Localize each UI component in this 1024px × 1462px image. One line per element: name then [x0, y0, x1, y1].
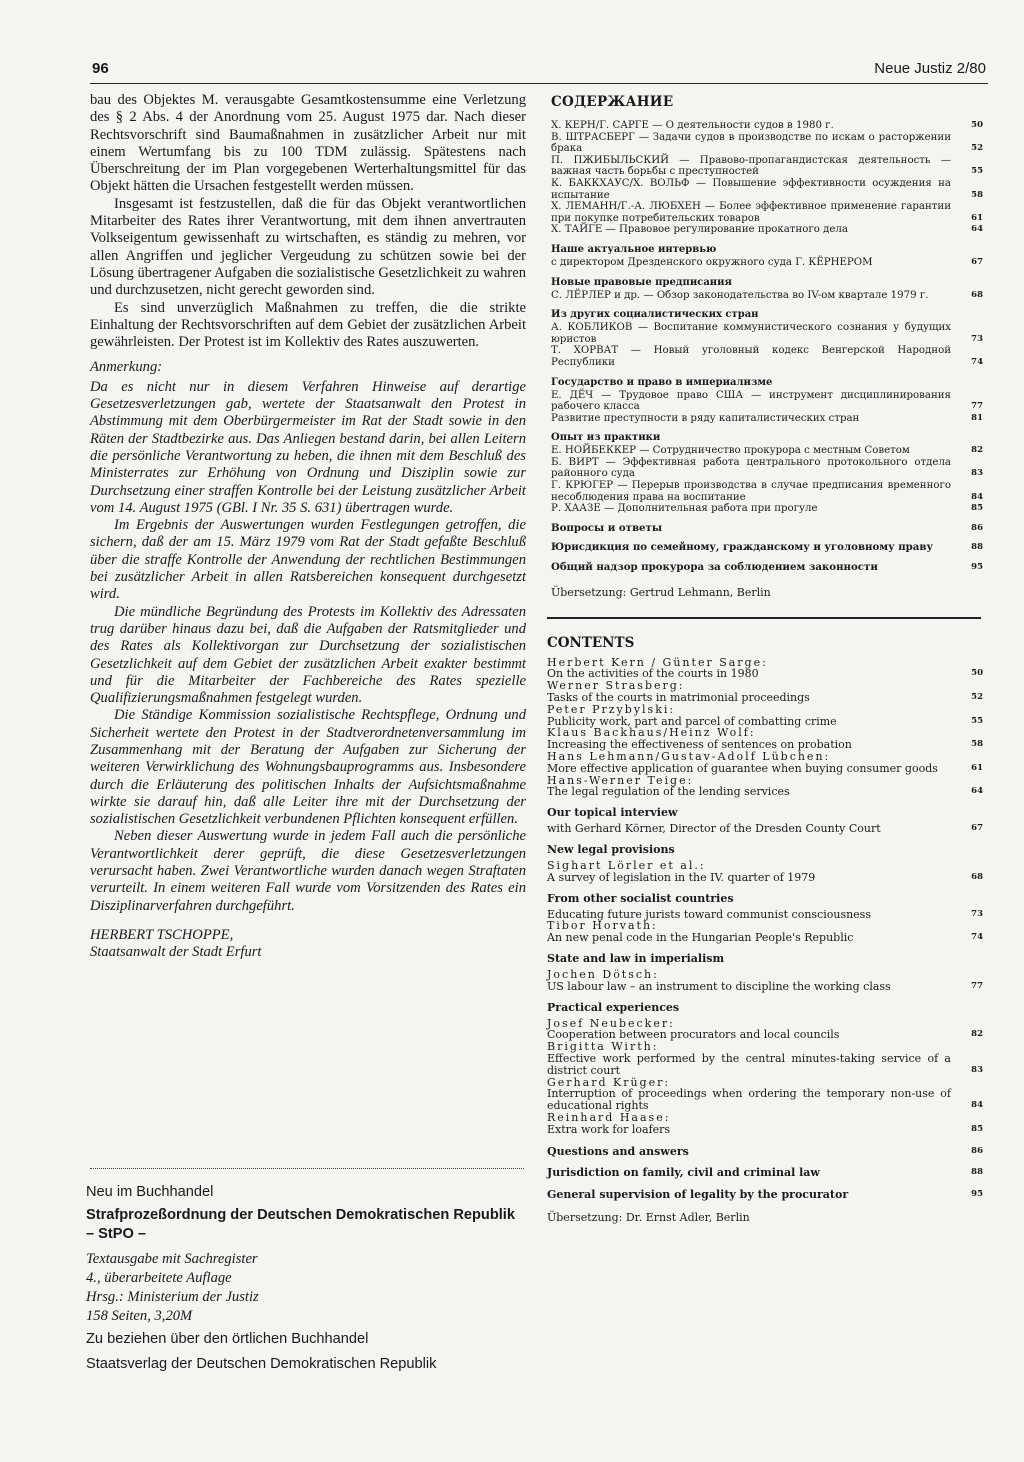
toc-en-list [547, 657, 983, 1201]
article-paragraph: bau des Objektes M. verausgabte Gesamtkostensumme eine Verletzung des § 2 Abs. 4 der Anordnung vom 25. August 1975 dar. Nach dieser Rechtsvorschrift sind Baumaßnahmen in zusätzlicher Arbeit nur mit einem Wertumfang bis zu 100 TDM zulässig. Spätestens nach Überschreitung der im Plan vorgegebenen Werterhaltungsmittel für das Objekt hätten die Ursachen festgestellt werden müssen. [90, 92, 526, 195]
toc-entry-text: Юрисдикция по семейному, гражданскому и уголовному праву [551, 541, 933, 554]
toc-entry-text: Tasks of the courts in matrimonial proceedings [547, 691, 810, 705]
toc-entry [547, 1088, 983, 1112]
toc-entry-author: Hans Lehmann/Gustav-Adolf Lübchen: [547, 750, 831, 763]
toc-entry [547, 542, 983, 554]
book-info [86, 1250, 526, 1326]
toc-entry-author: Gerhard Krüger: [547, 1075, 671, 1089]
toc-entry-author: Brigitta Wirth: [547, 1040, 659, 1054]
toc-ru-title: СОДЕРЖАНИЕ [551, 94, 674, 110]
toc-en-title: CONTENTS [547, 634, 635, 651]
left-column [90, 92, 526, 962]
toc-entry-page: 50 [971, 120, 983, 130]
toc-section-heading: New legal provisions [547, 842, 675, 856]
toc-ru-translator: Übersetzung: Gertrud Lehmann, Berlin [551, 585, 771, 599]
toc-entry-text: А. КОБЛИКОВ — Воспитание коммунистического сознания у будущих юристов [551, 322, 951, 345]
toc-entry-author: Werner Strasberg: [547, 679, 685, 693]
toc-entry-text: Jurisdiction on family, civil and criminal law [547, 1166, 820, 1180]
toc-entry-author: Sighart Lörler et al.: [547, 858, 706, 872]
toc-entry-page: 95 [971, 1189, 983, 1200]
toc-entry-text: Publicity work, part and parcel of combatting crime [547, 714, 837, 728]
toc-entry-text: General supervision of legality by the procurator [547, 1188, 849, 1202]
toc-entry-page: 73 [971, 908, 983, 919]
signature-name: HERBERT TSCHOPPE, [90, 926, 234, 943]
toc-entry-page: 67 [971, 823, 983, 834]
note-paragraph: Neben dieser Auswertung wurde in jedem Fall auch die persönliche Verantwortlichkeit derer geprüft, die diese Gesetzesverletzungen verursacht haben. Zwei Verantwortliche wurden danach wegen Straftaten verurteilt. In einem weiteren Fall wurde vom Vorsitzenden des Rates ein Disziplinarverfahren durchgeführt. [90, 828, 526, 914]
toc-entry [547, 562, 983, 574]
toc-entry [547, 1167, 983, 1179]
toc-entry [547, 132, 983, 155]
book-publisher: Staatsverlag der Deutschen Demokratischen Republik [86, 1356, 437, 1372]
toc-entry-page: 85 [971, 1123, 983, 1134]
toc-entry [547, 457, 983, 480]
toc-entry-text: with Gerhard Körner, Director of the Dresden County Court [547, 822, 881, 836]
toc-entry [547, 1146, 983, 1158]
toc-entry-author: Herbert Kern / Günter Sarge: [547, 655, 768, 669]
toc-entry [547, 290, 983, 302]
signature-rule [90, 1168, 524, 1169]
toc-entry-page: 85 [971, 503, 983, 514]
article-paragraph: Insgesamt ist festzustellen, daß die für das Objekt verantwortlichen Mitarbeiter des Rates ihrer Verantwortung, mit dem ihnen anvertrauten Volkseigentum gewissenhaft zu wirtschaften, es ständig zu mehren, vor allen Angriffen und jeglicher Vergeudung zu schützen sowie bei der Lösung übertragener Aufgaben die sozialistische Gesetzlichkeit zu wahren und durchzusetzen, nicht gerecht geworden sind. [90, 195, 526, 299]
toc-entry [547, 503, 983, 515]
toc-entry-author: Josef Neubecker: [547, 1016, 675, 1030]
section-divider [547, 617, 981, 619]
toc-entry [547, 872, 983, 884]
note-paragraph: Im Ergebnis der Auswertungen wurden Festlegungen getroffen, die sichern, daß der am 15. März 1979 vom Rat der Stadt gefaßte Beschluß über die straffe Kontrolle der Anwendung der rechtlichen Bestimmungen bei zusätzlicher Arbeit in allen Ratsbereichen konsequent durchgesetzt wird. [90, 517, 526, 603]
toc-entry-author: Klaus Backhaus/Heinz Wolf: [547, 726, 756, 740]
toc-entry [547, 120, 983, 132]
toc-entry-text: Г. КРЮГЕР — Перерыв производства в случае предписания временного несоблюдения права на воспитание [551, 480, 951, 503]
toc-entry [547, 1189, 983, 1201]
toc-entry [547, 224, 983, 236]
toc-entry-author: Peter Przybylski: [547, 702, 676, 716]
toc-entry-text: П. ПЖИБЫЛЬСКИЙ — Правово-пропагандистская деятельность — важная часть борьбы с преступностей [551, 154, 951, 178]
toc-entry [547, 981, 983, 993]
toc-entry [547, 413, 983, 425]
toc-entry-text: An new penal code in the Hungarian People's Republic [547, 931, 854, 945]
toc-entry-page: 55 [971, 715, 983, 726]
toc-entry-page: 86 [971, 1145, 983, 1156]
toc-entry-text: Б. ВИРТ — Эффективная работа центрального протокольного отдела районного суда [551, 456, 951, 480]
toc-entry-page: 82 [971, 1029, 983, 1040]
toc-entry-text: Effective work performed by the central minutes-taking service of a district court [547, 1051, 951, 1077]
toc-entry [547, 257, 983, 269]
toc-entry-text: Е. НОЙБЕККЕР — Сотрудничество прокурора с местным Советом [551, 445, 910, 457]
toc-entry-page: 58 [971, 739, 983, 750]
toc-entry-page: 64 [971, 786, 983, 797]
toc-entry-text: Т. ХОРВАТ — Новый уголовный кодекс Венгерской Народной Республики [551, 345, 951, 368]
toc-entry [547, 523, 983, 535]
toc-entry-author: Tibor Horvath: [547, 919, 658, 933]
toc-entry-page: 84 [971, 1100, 983, 1111]
toc-entry-author: Reinhard Haase: [547, 1110, 671, 1124]
toc-entry-page: 61 [971, 762, 983, 773]
toc-entry-page: 52 [971, 692, 983, 703]
toc-entry-text: Interruption of proceedings when ordering the temporary non-use of educational rights [547, 1087, 951, 1113]
toc-entry-page: 83 [971, 468, 983, 479]
toc-entry-text: Развитие преступности в ряду капиталистических стран [551, 412, 860, 424]
toc-entry-page: 67 [971, 256, 983, 267]
toc-entry-text: Cooperation between procurators and local councils [547, 1028, 840, 1042]
toc-entry-page: 68 [971, 289, 983, 300]
toc-entry-page: 77 [971, 980, 983, 991]
toc-entry-page: 64 [971, 224, 983, 235]
toc-entry-text: X. КЕРН/Г. САРГЕ — О деятельности судов в 1980 г. [551, 120, 834, 131]
toc-entry-text: Increasing the effectiveness of sentences on probation [547, 738, 852, 752]
book-info-line: 158 Seiten, 3,20M [86, 1308, 193, 1324]
header-rule [90, 83, 988, 84]
toc-entry-page: 83 [971, 1064, 983, 1075]
toc-entry-text: On the activities of the courts in 1980 [547, 667, 759, 681]
toc-entry-text: С. ЛЁРЛЕР и др. — Обзор законодательства во IV-ом квартале 1979 г. [551, 289, 929, 301]
page-number: 96 [92, 60, 109, 77]
toc-section-heading: Practical experiences [547, 1000, 680, 1014]
book-info-line: Textausgabe mit Sachregister [86, 1251, 258, 1267]
toc-section-heading: Из других социалистических стран [551, 309, 759, 321]
toc-entry-text: с директором Дрезденского окружного суда Г. КЁРНЕРОМ [551, 256, 873, 268]
toc-entry [547, 155, 983, 178]
note-paragraph: Die mündliche Begründung des Protests im Kollektiv des Adressaten trug darüber hinaus dazu bei, daß die Aufgaben der Ratsmitglieder und des Rates als Kollektivorgan zur Durchsetzung der sozialistischen Gesetzlichkeit auf dem Gebiet der zusätzlichen Arbeit exakter bestimmt und für die Mitarbeiter der Fachbereiche des Rates spezielle Qualifizierungsmaßnahmen festgelegt wurden. [90, 603, 526, 707]
toc-entry-page: 58 [971, 189, 983, 200]
toc-entry-text: More effective application of guarantee when buying consumer goods [547, 761, 938, 775]
book-label: Neu im Buchhandel [86, 1184, 214, 1200]
toc-entry-page: 61 [971, 212, 983, 223]
toc-entry-page: 82 [971, 445, 983, 456]
toc-entry-text: Е. ДЁЧ — Трудовое право США — инструмент дисциплинирования рабочего класса [551, 389, 951, 413]
toc-entry-text: Educating future jurists toward communist consciousness [547, 907, 871, 921]
toc-entry-text: X. ЛЕМАНН/Г.-А. ЛЮБХЕН — Более эффективное применение гарантии при покупке потребительских товаров [551, 201, 951, 224]
note-paragraph: Die Ständige Kommission sozialistische Rechtspflege, Ordnung und Sicherheit wertete den Protest in der Stadtverordnetenversammlung im Zusammenhang mit der Beratung der Aufgaben zur Sicherung der weiteren Verwirklichung des Wohnungsbauprogramms aus. Insbesondere durch die Erläuterung des politischen Inhalts der Aufsichtsmaßnahme wirkte sie darauf hin, daß alle Leiter ihre mit der Durchsetzung der sozialistischen Gesetzlichkeit verbundenen Pflichten konsequent erfüllen. [90, 707, 526, 828]
toc-en-translator: Übersetzung: Dr. Ernst Adler, Berlin [547, 1210, 750, 1224]
toc-entry [547, 445, 983, 457]
toc-entry-text: The legal regulation of the lending services [547, 785, 790, 799]
toc-section-heading: Государство и право в империализме [551, 376, 773, 388]
toc-entry-page: 81 [971, 412, 983, 423]
toc-entry-page: 88 [971, 542, 983, 553]
journal-title: Neue Justiz 2/80 [874, 60, 986, 77]
toc-entry-author: Jochen Dötsch: [547, 967, 659, 981]
toc-entry-text: US labour law – an instrument to discipline the working class [547, 979, 891, 993]
toc-entry-author: Hans-Werner Teige: [547, 773, 694, 787]
toc-entry-page: 95 [971, 562, 983, 573]
toc-entry [547, 178, 983, 201]
note-paragraph: Da es nicht nur in diesem Verfahren Hinweise auf derartige Gesetzesverletzungen gab, wertete der Staatsanwalt den Protest in Abstimmung mit dem Oberbürgermeister im Rat der Stadt sowie in den Räten der Stadtbezirke aus. Das Anliegen bestand darin, bei allen Leitern die persönliche Verantwortung zu heben, die ihnen mit dem Beschluß des Ministerrates zur Erhöhung von Ordnung und Disziplin sowie zur Durchsetzung einer straffen Kontrolle bei der Leistung zusätzlicher Arbeit vom 14. August 1975 (GBl. I Nr. 35 S. 631) übertragen wurde. [90, 378, 526, 516]
toc-entry [547, 1124, 983, 1136]
toc-entry-page: 84 [971, 491, 983, 502]
toc-entry-page: 86 [971, 522, 983, 533]
toc-entry-text: X. ТАЙГЕ — Правовое регулирование прокатного дела [551, 224, 848, 236]
toc-entry-page: 88 [971, 1167, 983, 1178]
toc-entry-text: В. ШТРАСБЕРГ — Задачи судов в производстве по искам о расторжении брака [551, 131, 951, 155]
toc-entry [547, 932, 983, 944]
toc-section-heading: Our topical interview [547, 806, 678, 820]
toc-entry-page: 52 [971, 143, 983, 154]
toc-entry [547, 1053, 983, 1077]
toc-entry-page: 73 [971, 333, 983, 344]
book-announcement [86, 1184, 526, 1380]
right-column [547, 94, 983, 1224]
toc-entry [547, 480, 983, 503]
toc-section-heading: From other socialist countries [547, 891, 734, 905]
toc-entry-text: Questions and answers [547, 1144, 689, 1158]
book-info-line: 4., überarbeitete Auflage [86, 1270, 232, 1286]
toc-entry [547, 201, 983, 224]
toc-entry-page: 77 [971, 401, 983, 412]
signature-role: Staatsanwalt der Stadt Erfurt [90, 944, 262, 961]
article-paragraph: Es sind unverzüglich Maßnahmen zu treffen, die die strikte Einhaltung der Rechtsvorschriften auf dem Gebiet der zusätzlichen Arbeit gewährleisten. Der Protest ist im Kollektiv des Rates auszuwerten. [90, 299, 526, 351]
toc-entry-text: A survey of legislation in the IV. quarter of 1979 [547, 870, 816, 884]
toc-entry-text: К. БАККХАУС/Х. ВОЛЬФ — Повышение эффективности осуждения на испытание [551, 177, 951, 201]
toc-entry-page: 74 [971, 356, 983, 367]
toc-entry [547, 390, 983, 413]
book-availability: Zu beziehen über den örtlichen Buchhandel [86, 1331, 369, 1347]
toc-entry-text: Вопросы и ответы [551, 521, 663, 534]
toc-entry [547, 345, 983, 368]
toc-entry-page: 55 [971, 166, 983, 177]
book-title: Strafprozeßordnung der Deutschen Demokratischen Republik – StPO – [86, 1207, 515, 1242]
toc-entry-text: Общий надзор прокурора за соблюдением законности [551, 561, 878, 574]
note-heading: Anmerkung: [90, 359, 163, 376]
toc-section-heading: Наше актуальное интервью [551, 243, 717, 255]
toc-entry [547, 763, 983, 775]
toc-entry-page: 50 [971, 668, 983, 679]
toc-entry [547, 786, 983, 798]
toc-ru-list [547, 120, 983, 574]
toc-entry-text: Р. ХААЗЕ — Дополнительная работа при прогуле [551, 503, 818, 515]
toc-section-heading: State and law in imperialism [547, 951, 725, 965]
toc-entry-page: 74 [971, 932, 983, 943]
toc-section-heading: Новые правовые предписания [551, 276, 732, 288]
book-info-line: Hrsg.: Ministerium der Justiz [86, 1289, 259, 1305]
toc-entry-page: 68 [971, 871, 983, 882]
toc-section-heading: Опыт из практики [551, 432, 661, 444]
toc-entry [547, 322, 983, 345]
toc-entry-text: Extra work for loafers [547, 1122, 671, 1136]
toc-entry [547, 823, 983, 835]
